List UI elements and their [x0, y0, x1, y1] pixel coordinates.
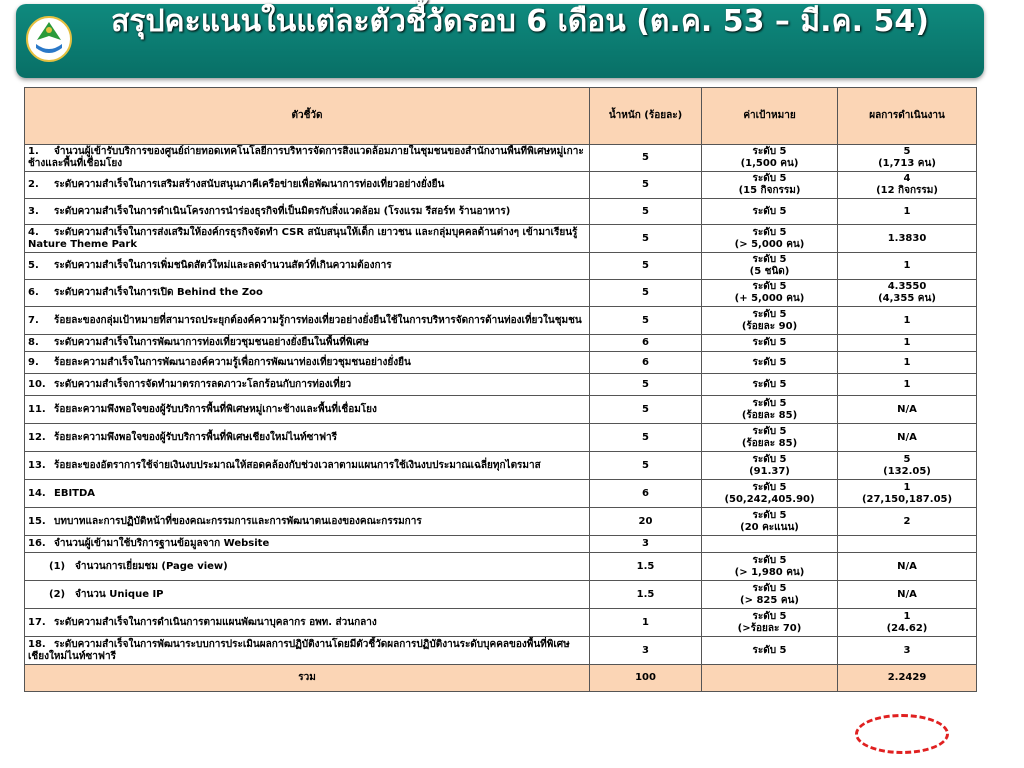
indicator-text: บทบาทและการปฏิบัติหน้าที่ของคณะกรรมการและการพัฒนาตนเองของคณะกรรมการ — [54, 515, 422, 527]
indicator-number: 3. — [28, 205, 39, 217]
indicator-text: ร้อยละความพึงพอใจของผู้รับบริการพื้นที่พิเศษเชียงใหม่ไนท์ซาฟารี — [54, 431, 338, 443]
header-target: ค่าเป้าหมาย — [702, 88, 838, 145]
indicator-cell — [25, 609, 590, 637]
result-cell: 1 — [838, 199, 977, 225]
indicator-number: 9. — [28, 356, 39, 368]
result-cell: 1.3830 — [838, 225, 977, 253]
table-row — [25, 396, 977, 424]
indicator-number: 10. — [28, 378, 46, 390]
table-row — [25, 253, 977, 280]
target-cell: ระดับ 5 (ร้อยละ 85) — [702, 424, 838, 452]
indicator-number: (2) — [49, 588, 66, 600]
target-cell: ระดับ 5 (ร้อยละ 90) — [702, 307, 838, 335]
indicator-number: 8. — [28, 337, 39, 348]
indicator-text: ระดับความสำเร็จในการเปิด Behind the Zoo — [54, 287, 263, 298]
table-row — [25, 609, 977, 637]
result-cell: N/A — [838, 553, 977, 581]
indicator-text: ร้อยละความพึงพอใจของผู้รับบริการพื้นที่พิเศษหมู่เกาะช้างและพื้นที่เชื่อมโยง — [54, 403, 377, 415]
weight-cell: 5 — [590, 145, 702, 172]
result-cell: 1 — [838, 253, 977, 280]
indicator-cell — [25, 637, 590, 665]
target-cell: ระดับ 5 (+ 5,000 คน) — [702, 280, 838, 307]
target-cell: ระดับ 5 — [702, 374, 838, 396]
weight-cell: 5 — [590, 172, 702, 199]
indicator-cell — [25, 352, 590, 374]
indicator-number: 5. — [28, 260, 39, 271]
indicator-cell — [25, 396, 590, 424]
header-weight: น้ำหนัก (ร้อยละ) — [590, 88, 702, 145]
weight-cell: 1 — [590, 609, 702, 637]
indicator-cell — [25, 307, 590, 335]
table-row — [25, 452, 977, 480]
header-indicator: ตัวชี้วัด — [25, 88, 590, 145]
indicator-text: ระดับความสำเร็จในการพัฒนาระบบการประเมินผลการปฏิบัติงานโดยมีตัวชี้วัดผลการปฏิบัติงานระดับบุคคลของพื้นที่พิเศษเชียงใหม่ไนท์ซาฟารี — [28, 638, 570, 662]
table-row — [25, 424, 977, 452]
weight-cell: 5 — [590, 199, 702, 225]
result-cell: 4 (12 กิจกรรม) — [838, 172, 977, 199]
target-cell: ระดับ 5 (15 กิจกรรม) — [702, 172, 838, 199]
indicator-text: ระดับความสำเร็จการจัดทำมาตรการลดภาวะโลกร้อนกับการท่องเที่ยว — [54, 378, 352, 390]
result-cell: 1 — [838, 374, 977, 396]
indicator-number: 7. — [28, 314, 39, 326]
indicator-number: 18. — [28, 638, 46, 650]
weight-cell: 5 — [590, 307, 702, 335]
indicator-cell — [25, 536, 590, 553]
total-row — [25, 665, 977, 692]
result-cell: 2 — [838, 508, 977, 536]
indicator-text: ระดับความสำเร็จในการพัฒนาการท่องเที่ยวชุมชนอย่างยั่งยืนในพื้นที่พิเศษ — [54, 337, 369, 348]
indicator-text: ระดับความสำเร็จในการส่งเสริมให้องค์กรธุรกิจจัดทำ CSR สนับสนุนให้เด็ก เยาวชน และกลุ่มบุคคลด้านต่างๆ เข้ามาเรียนรู้ Nature Theme Park — [28, 226, 578, 250]
indicator-number: 4. — [28, 226, 39, 238]
target-cell: ระดับ 5 (20 คะแนน) — [702, 508, 838, 536]
result-cell: 1 — [838, 307, 977, 335]
target-cell — [702, 536, 838, 553]
target-cell: ระดับ 5 (> 5,000 คน) — [702, 225, 838, 253]
indicator-text: ระดับความสำเร็จในการเพิ่มชนิดสัตว์ใหม่และลดจำนวนสัตว์ที่เกินความต้องการ — [54, 260, 392, 271]
result-cell: 4.3550 (4,355 คน) — [838, 280, 977, 307]
target-cell: ระดับ 5 (91.37) — [702, 452, 838, 480]
indicator-text: EBITDA — [54, 487, 96, 499]
total-label: รวม — [25, 665, 590, 692]
indicator-text: ระดับความสำเร็จในการเสริมสร้างสนับสนุนภาคีเครือข่ายเพื่อพัฒนาการท่องเที่ยวอย่างยั่งยืน — [54, 179, 445, 190]
table-row — [25, 307, 977, 335]
table-row — [25, 374, 977, 396]
target-cell: ระดับ 5 (>ร้อยละ 70) — [702, 609, 838, 637]
weight-cell: 5 — [590, 280, 702, 307]
indicator-number: 6. — [28, 287, 39, 298]
table-row — [25, 553, 977, 581]
table-row — [25, 172, 977, 199]
weight-cell: 6 — [590, 480, 702, 508]
indicator-number: 17. — [28, 616, 46, 628]
table-row — [25, 536, 977, 553]
indicator-cell — [25, 145, 590, 172]
table-row — [25, 225, 977, 253]
result-cell: N/A — [838, 424, 977, 452]
indicator-cell — [25, 374, 590, 396]
indicator-cell — [25, 424, 590, 452]
indicator-text: ร้อยละความสำเร็จในการพัฒนาองค์ความรู้เพื่อการพัฒนาท่องเที่ยวชุมชนอย่างยั่งยืน — [54, 356, 411, 368]
result-cell: 3 — [838, 637, 977, 665]
table-row — [25, 480, 977, 508]
table-row — [25, 581, 977, 609]
weight-cell: 5 — [590, 424, 702, 452]
indicator-cell — [25, 335, 590, 352]
header-result: ผลการดำเนินงาน — [838, 88, 977, 145]
indicator-number: 2. — [28, 179, 39, 190]
target-cell: ระดับ 5 — [702, 637, 838, 665]
indicator-number: 16. — [28, 538, 46, 549]
indicator-cell — [25, 553, 590, 581]
weight-cell: 5 — [590, 253, 702, 280]
weight-cell: 5 — [590, 452, 702, 480]
target-cell: ระดับ 5 — [702, 352, 838, 374]
target-cell: ระดับ 5 (1,500 คน) — [702, 145, 838, 172]
target-cell: ระดับ 5 (> 1,980 คน) — [702, 553, 838, 581]
weight-cell: 5 — [590, 396, 702, 424]
weight-cell: 20 — [590, 508, 702, 536]
indicator-cell — [25, 581, 590, 609]
table-row — [25, 280, 977, 307]
page-title: สรุปคะแนนในแต่ละตัวชี้วัดรอบ 6 เดือน (ต.ค. 53 – มี.ค. 54) — [111, 4, 929, 39]
indicator-text: ร้อยละของกลุ่มเป้าหมายที่สามารถประยุกต์องค์ความรู้การท่องเที่ยวอย่างยั่งยืนใช้ในการบริหารจัดการด้านท่องเที่ยวในชุมชน — [54, 314, 582, 326]
indicator-number: 13. — [28, 459, 46, 471]
indicator-text: จำนวน Unique IP — [75, 588, 164, 600]
highlight-ring — [855, 714, 949, 754]
target-cell: ระดับ 5 (> 825 คน) — [702, 581, 838, 609]
indicator-text: จำนวนผู้เข้ารับบริการของศูนย์ถ่ายทอดเทคโนโลยีการบริหารจัดการสิ่งแวดล้อมภายในชุมชนของสำนักงานพื้นที่พิเศษหมู่เกาะช้างและพื้นที่เชื่อมโยง — [28, 146, 584, 169]
indicator-cell — [25, 253, 590, 280]
indicator-cell — [25, 452, 590, 480]
indicator-number: 15. — [28, 515, 46, 527]
table-row — [25, 508, 977, 536]
result-cell: 5 (132.05) — [838, 452, 977, 480]
target-cell: ระดับ 5 (5 ชนิด) — [702, 253, 838, 280]
indicator-number: 1. — [28, 146, 39, 157]
result-cell: 1 — [838, 335, 977, 352]
total-result: 2.2429 — [838, 665, 977, 692]
indicator-number: 12. — [28, 431, 46, 443]
target-cell: ระดับ 5 (50,242,405.90) — [702, 480, 838, 508]
indicator-number: 14. — [28, 487, 46, 499]
indicator-table — [24, 87, 977, 692]
table-row — [25, 199, 977, 225]
result-cell: 1 — [838, 352, 977, 374]
total-target — [702, 665, 838, 692]
indicator-text: ระดับความสำเร็จในการดำเนินโครงการนำร่องธุรกิจที่เป็นมิตรกับสิ่งแวดล้อม (โรงแรม รีสอร์ท ร้านอาหาร) — [54, 205, 511, 217]
indicator-cell — [25, 480, 590, 508]
target-cell: ระดับ 5 — [702, 199, 838, 225]
weight-cell: 6 — [590, 352, 702, 374]
table-row — [25, 637, 977, 665]
result-cell — [838, 536, 977, 553]
indicator-number: 11. — [28, 403, 46, 415]
result-cell: 1 (27,150,187.05) — [838, 480, 977, 508]
weight-cell: 3 — [590, 536, 702, 553]
indicator-cell — [25, 199, 590, 225]
indicator-text: ระดับความสำเร็จในการดำเนินการตามแผนพัฒนาบุคลากร อพท. ส่วนกลาง — [54, 616, 377, 628]
weight-cell: 1.5 — [590, 553, 702, 581]
weight-cell: 3 — [590, 637, 702, 665]
result-cell: N/A — [838, 396, 977, 424]
weight-cell: 5 — [590, 374, 702, 396]
weight-cell: 1.5 — [590, 581, 702, 609]
total-weight: 100 — [590, 665, 702, 692]
indicator-cell — [25, 225, 590, 253]
weight-cell: 6 — [590, 335, 702, 352]
indicator-number: (1) — [49, 560, 66, 572]
indicator-text: จำนวนการเยี่ยมชม (Page view) — [75, 560, 228, 572]
result-cell: 1 (24.62) — [838, 609, 977, 637]
indicator-cell — [25, 172, 590, 199]
indicator-cell — [25, 280, 590, 307]
table-row — [25, 335, 977, 352]
indicator-text: จำนวนผู้เข้ามาใช้บริการฐานข้อมูลจาก Website — [54, 538, 270, 549]
indicator-cell — [25, 508, 590, 536]
table-row — [25, 352, 977, 374]
table-row — [25, 145, 977, 172]
result-cell: 5 (1,713 คน) — [838, 145, 977, 172]
target-cell: ระดับ 5 (ร้อยละ 85) — [702, 396, 838, 424]
indicator-text: ร้อยละของอัตราการใช้จ่ายเงินงบประมาณให้สอดคล้องกับช่วงเวลาตามแผนการใช้เงินงบประมาณเฉลี่ยทุกไตรมาส — [54, 459, 541, 471]
result-cell: N/A — [838, 581, 977, 609]
target-cell: ระดับ 5 — [702, 335, 838, 352]
weight-cell: 5 — [590, 225, 702, 253]
